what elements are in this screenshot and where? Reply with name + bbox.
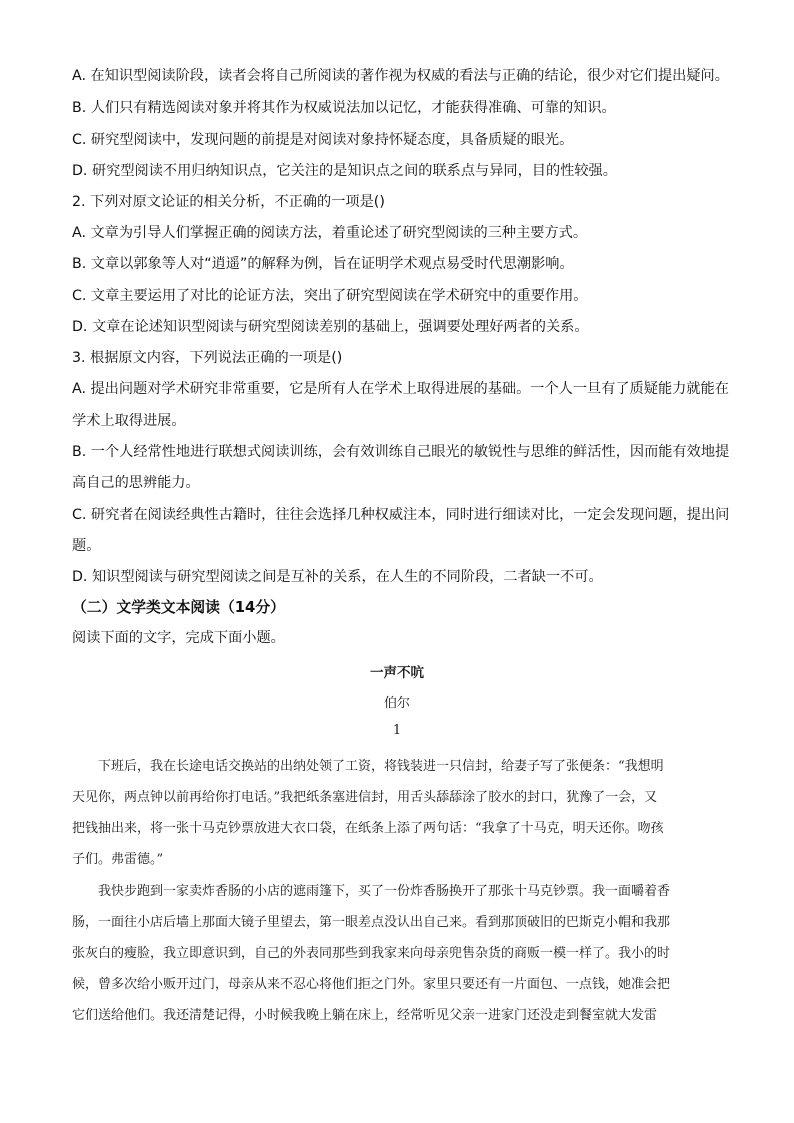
story-paragraph-1-line-3: 把钱抽出来，将一张十马克钞票放进大衣口袋，在纸条上添了两句话：“我拿了十马克，明天还你。吻孩 <box>72 821 664 836</box>
q3-option-c-line1: C. 研究者在阅读经典性古籍时，往往会选择几种权威注本，同时进行细读对比，一定会发现问题，提出问 <box>72 507 730 523</box>
section-instruction: 阅读下面的文字，完成下面小题。 <box>72 630 285 646</box>
q2-option-b: B. 文章以郭象等人对“逍遥”的解释为例，旨在证明学术观点易受时代思潮影响。 <box>72 256 574 272</box>
story-chapter-number: 1 <box>392 723 402 738</box>
q3-option-d: D. 知识型阅读与研究型阅读之间是互补的关系，在人生的不同阶段，二者缺一不可。 <box>72 569 603 585</box>
q2-option-d: D. 文章在论述知识型阅读与研究型阅读差别的基础上，强调要处理好两者的关系。 <box>72 319 589 335</box>
story-paragraph-2-line-3: 张灰白的瘦脸，我立即意识到，自己的外表同那些到我家来向母亲兜售杂货的商贩一模一样了。我小的时 <box>72 946 671 961</box>
q2-option-c: C. 文章主要运用了对比的论证方法，突出了研究型阅读在学术研究中的重要作用。 <box>72 288 588 304</box>
q1-option-b: B. 人们只有精选阅读对象并将其作为权威说法加以记忆，才能获得准确、可靠的知识。 <box>72 100 616 116</box>
q1-option-c: C. 研究型阅读中，发现问题的前提是对阅读对象持怀疑态度，具备质疑的眼光。 <box>72 132 574 148</box>
story-title: 一声不吭 <box>370 665 424 681</box>
story-paragraph-1-line-4: 子们。弗雷德。” <box>72 852 164 867</box>
q3-option-c-line2: 题。 <box>72 538 101 554</box>
q1-option-d: D. 研究型阅读不用归纳知识点，它关注的是知识点之间的联系点与异同，目的性较强。 <box>72 163 617 179</box>
q3-option-a-line2: 学术上取得进展。 <box>72 413 186 429</box>
story-paragraph-2-line-4: 候，曾多次给小贩开过门，母亲从来不忍心将他们拒之门外。家里只要还有一片面包、一点钱，她准会把 <box>72 977 671 992</box>
story-paragraph-1-line-2: 天见你，两点钟以前再给你打电话。”我把纸条塞进信封，用舌头舔舔涂了胶水的封口，犹豫了一会，又 <box>72 790 658 805</box>
q2-stem: 2. 下列对原文论证的相关分析，不正确的一项是() <box>72 194 385 210</box>
q3-stem: 3. 根据原文内容，下列说法正确的一项是() <box>72 350 343 366</box>
q3-option-b-line2: 高自己的思辨能力。 <box>72 475 200 491</box>
q3-option-a-line1: A. 提出问题对学术研究非常重要，它是所有人在学术上取得进展的基础。一个人一旦有了质疑能力就能在 <box>72 381 729 397</box>
story-paragraph-2-line-1: 我快步跑到一家卖炸香肠的小店的遮雨篷下，买了一份炸香肠换开了那张十马克钞票。我一面嚼着香 <box>72 884 671 899</box>
story-author: 伯尔 <box>383 696 410 711</box>
q2-option-a: A. 文章为引导人们掌握正确的阅读方法，着重论述了研究型阅读的三种主要方式。 <box>72 225 588 241</box>
q1-option-a: A. 在知识型阅读阶段，读者会将自己所阅读的著作视为权威的看法与正确的结论，很少对它们提出疑问。 <box>72 68 729 84</box>
story-paragraph-2-line-2: 肠，一面往小店后墙上那面大镜子里望去，第一眼差点没认出自己来。看到那顶破旧的巴斯克小帽和我那 <box>72 915 671 930</box>
q3-option-b-line1: B. 一个人经常性地进行联想式阅读训练，会有效训练自己眼光的敏锐性与思维的鲜活性，因而能有效地提 <box>72 444 730 460</box>
section-heading: （二）文学类文本阅读（14分） <box>72 599 285 616</box>
story-paragraph-2-line-5: 它们送给他们。我还清楚记得，小时候我晚上躺在床上，经常听见父亲一进家门还没走到餐室就大发雷 <box>72 1008 658 1023</box>
story-paragraph-1-line-1: 下班后，我在长途电话交换站的出纳处领了工资，将钱装进一只信封，给妻子写了张便条：“我想明 <box>72 759 664 774</box>
